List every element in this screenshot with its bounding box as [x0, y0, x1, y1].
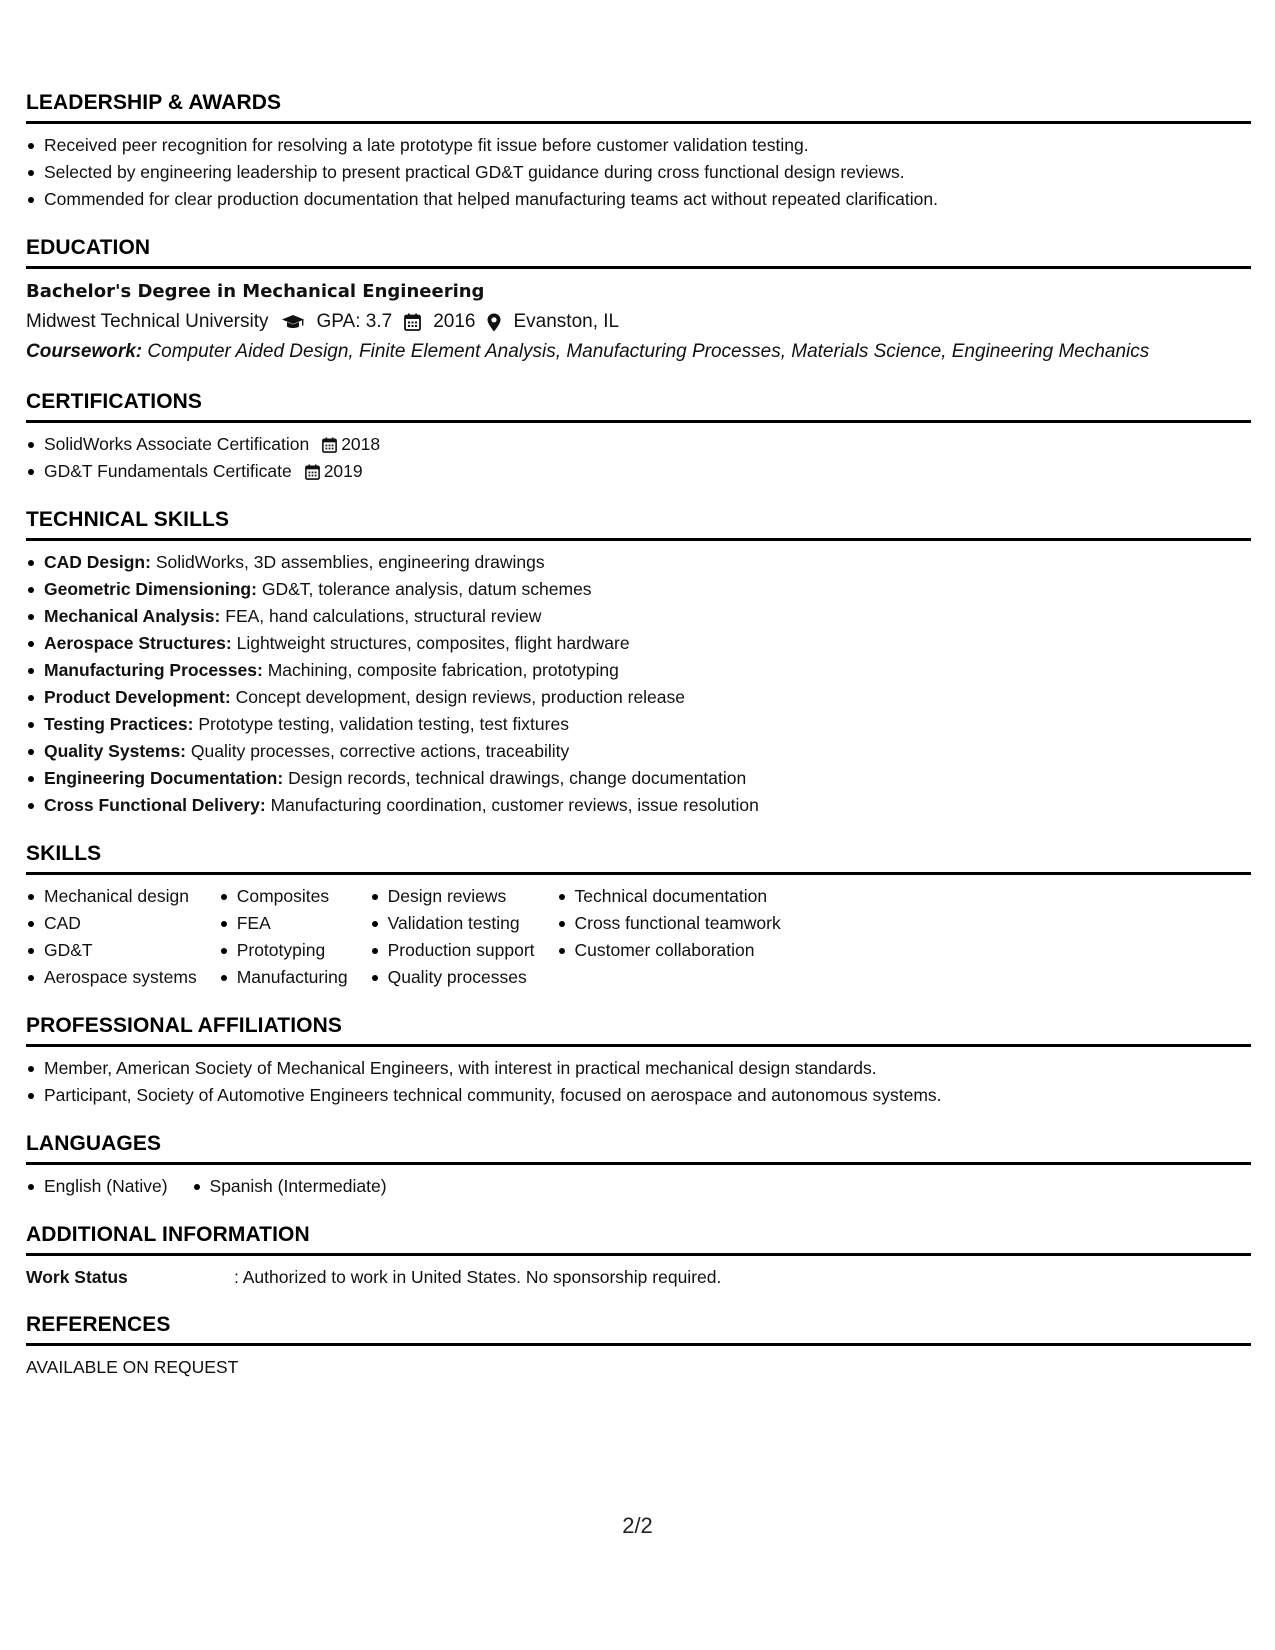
list-item: Cross functional teamwork: [557, 910, 781, 937]
skill-label: Aerospace Structures:: [44, 633, 232, 653]
degree-title: Bachelor's Degree in Mechanical Engineering: [26, 281, 485, 302]
skills-column: [26, 883, 197, 991]
list-item: Received peer recognition for resolving a late prototype fit issue before customer validation testing.: [26, 132, 1251, 159]
info-row: [26, 1264, 1251, 1290]
list-item: [26, 630, 1251, 657]
list-item: [26, 711, 1251, 738]
affiliations-section: [26, 1013, 1251, 1109]
list-item: Prototyping: [219, 937, 348, 964]
leadership-section: [26, 90, 1251, 213]
coursework: [26, 337, 1251, 367]
skill-text: GD&T, tolerance analysis, datum schemes: [261, 579, 592, 599]
list-item: FEA: [219, 910, 348, 937]
certifications-list: [26, 431, 1251, 485]
list-item: [26, 684, 1251, 711]
graduation-cap-icon: [281, 314, 305, 330]
list-item: Selected by engineering leadership to present practical GD&T guidance during cross functional design reviews.: [26, 159, 1251, 186]
skill-text: Machining, composite fabrication, prototyping: [267, 660, 619, 680]
skills-column: [219, 883, 348, 991]
certification-year: 2019: [323, 461, 363, 481]
calendar-icon: [404, 313, 421, 331]
list-item: Customer collaboration: [557, 937, 781, 964]
skill-label: Engineering Documentation:: [44, 768, 284, 788]
list-item: Participant, Society of Automotive Engineers technical community, focused on aerospace and autonomous systems.: [26, 1082, 1251, 1109]
skill-label: Mechanical Analysis:: [44, 606, 221, 626]
map-pin-icon: [487, 313, 501, 332]
info-key: Work Status: [26, 1267, 128, 1287]
list-item: Composites: [219, 883, 348, 910]
certification-name: SolidWorks Associate Certification: [44, 434, 310, 454]
coursework-text: Computer Aided Design, Finite Element Analysis, Manufacturing Processes, Materials Science, Engineering Mechanics: [147, 341, 1150, 362]
list-item: [26, 576, 1251, 603]
list-item: [26, 603, 1251, 630]
coursework-label: Coursework:: [26, 341, 143, 362]
list-item: GD&T: [26, 937, 197, 964]
languages-list: [26, 1173, 1251, 1200]
certifications-section: [26, 389, 1251, 485]
skill-text: Lightweight structures, composites, flight hardware: [236, 633, 630, 653]
references-section: [26, 1312, 1251, 1380]
skill-text: FEA, hand calculations, structural review: [225, 606, 542, 626]
skills-column: [557, 883, 781, 991]
section-title: TECHNICAL SKILLS: [26, 507, 1251, 541]
list-item: English (Native): [26, 1173, 168, 1200]
section-title: SKILLS: [26, 841, 1251, 875]
list-item: Commended for clear production documentation that helped manufacturing teams act without repeated clarification.: [26, 186, 1251, 213]
calendar-icon: [322, 437, 337, 453]
info-value: : Authorized to work in United States. No sponsorship required.: [234, 1267, 722, 1287]
graduation-year: 2016: [433, 311, 476, 332]
list-item: [26, 431, 1251, 458]
page-number: 2/2: [622, 1513, 653, 1538]
certification-name: GD&T Fundamentals Certificate: [44, 461, 292, 481]
section-title: EDUCATION: [26, 235, 1251, 269]
list-item: Validation testing: [370, 910, 535, 937]
certification-year: 2018: [341, 434, 381, 454]
section-title: PROFESSIONAL AFFILIATIONS: [26, 1013, 1251, 1047]
school-location: Evanston, IL: [513, 311, 620, 332]
education-section: [26, 235, 1251, 367]
skill-label: Testing Practices:: [44, 714, 194, 734]
skill-text: SolidWorks, 3D assemblies, engineering drawings: [155, 552, 545, 572]
section-title: LEADERSHIP & AWARDS: [26, 90, 1251, 124]
skill-text: Concept development, design reviews, production release: [235, 687, 686, 707]
list-item: [26, 458, 1251, 485]
leadership-list: [26, 132, 1251, 213]
list-item: Spanish (Intermediate): [192, 1173, 387, 1200]
list-item: [26, 657, 1251, 684]
skill-label: Geometric Dimensioning:: [44, 579, 257, 599]
list-item: Manufacturing: [219, 964, 348, 991]
section-title: REFERENCES: [26, 1312, 1251, 1346]
list-item: [26, 765, 1251, 792]
skill-label: Product Development:: [44, 687, 231, 707]
list-item: Technical documentation: [557, 883, 781, 910]
gpa: GPA: 3.7: [316, 311, 393, 332]
technical-skills-section: [26, 507, 1251, 819]
list-item: Aerospace systems: [26, 964, 197, 991]
list-item: [26, 792, 1251, 819]
section-title: CERTIFICATIONS: [26, 389, 1251, 423]
list-item: Design reviews: [370, 883, 535, 910]
resume-page: [26, 90, 1251, 1402]
section-title: LANGUAGES: [26, 1131, 1251, 1165]
skill-text: Manufacturing coordination, customer reviews, issue resolution: [270, 795, 759, 815]
education-details: [26, 307, 1251, 337]
skill-label: Quality Systems:: [44, 741, 186, 761]
list-item: Mechanical design: [26, 883, 197, 910]
list-item: [26, 738, 1251, 765]
skills-section: [26, 841, 1251, 991]
skills-column: [370, 883, 535, 991]
list-item: CAD: [26, 910, 197, 937]
references-text: AVAILABLE ON REQUEST: [26, 1357, 239, 1377]
school-name: Midwest Technical University: [26, 311, 269, 332]
skill-label: CAD Design:: [44, 552, 151, 572]
technical-skills-list: [26, 549, 1251, 819]
additional-info-section: [26, 1222, 1251, 1290]
affiliations-list: [26, 1055, 1251, 1109]
list-item: [26, 549, 1251, 576]
list-item: Quality processes: [370, 964, 535, 991]
skills-grid: [26, 883, 1251, 991]
list-item: Member, American Society of Mechanical Engineers, with interest in practical mechanical design standards.: [26, 1055, 1251, 1082]
calendar-icon: [305, 464, 320, 480]
skill-text: Quality processes, corrective actions, traceability: [190, 741, 570, 761]
skill-label: Manufacturing Processes:: [44, 660, 263, 680]
languages-section: [26, 1131, 1251, 1200]
skill-text: Prototype testing, validation testing, test fixtures: [198, 714, 569, 734]
section-title: ADDITIONAL INFORMATION: [26, 1222, 1251, 1256]
skill-label: Cross Functional Delivery:: [44, 795, 266, 815]
list-item: Production support: [370, 937, 535, 964]
skill-text: Design records, technical drawings, change documentation: [288, 768, 747, 788]
